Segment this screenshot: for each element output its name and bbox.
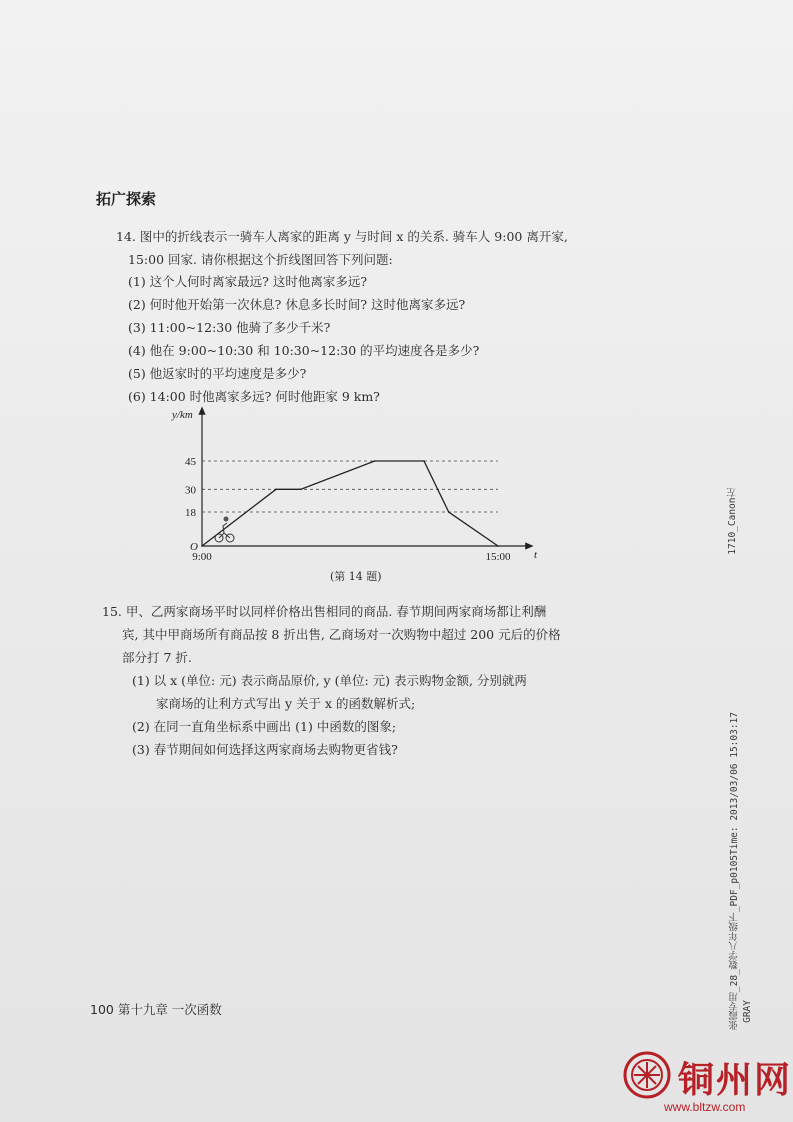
watermark-url: www.bltzw.com (664, 1100, 746, 1114)
series-point (300, 489, 302, 491)
page-footer: 100 第十九章 一次函数 (90, 1002, 222, 1017)
q15-item-3: (3) 春节期间如何选择这两家商场去购物更省钱? (132, 742, 398, 757)
y-tick-label-18: 18 (185, 507, 196, 519)
q15-item-1a: (1) 以 x (单位: 元) 表示商品原价, y (单位: 元) 表示购物金额, 分别就两 (132, 673, 527, 688)
q14-line-2: 15:00 回家. 请你根据这个折线图回答下列问题: (128, 252, 393, 267)
q14-item-1: (1) 这个人何时离家最远? 这时他离家多远? (128, 274, 368, 289)
q15-line-1: 15. 甲、乙两家商场平时以同样价格出售相同的商品. 春节期间两家商场都让利酬 (102, 604, 547, 619)
side-label-file: 张霞专用_28_数学八年级下_PDF_p0105Time: 2013/03/06 15:03:17 (729, 712, 740, 1031)
series-point (374, 460, 376, 462)
figure-caption: (第 14 题) (330, 570, 382, 583)
series-line (202, 461, 498, 546)
series-point (275, 489, 277, 491)
watermark-text: 铜州网 (678, 1059, 793, 1101)
x-tick-label-0: 9:00 (192, 551, 212, 563)
series-point (448, 511, 450, 513)
series-point (497, 545, 499, 547)
q15-line-3: 部分打 7 折. (122, 650, 192, 665)
q14-item-6: (6) 14:00 时他离家多远? 何时他距家 9 km? (128, 389, 380, 404)
q14-item-4: (4) 他在 9:00~10:30 和 10:30~12:30 的平均速度各是多少? (128, 343, 480, 358)
y-axis-label: y/km (172, 409, 193, 421)
x-axis-label: t (534, 549, 538, 561)
q15-line-2: 宾, 其中甲商场所有商品按 8 折出售, 乙商场对一次购物中超过 200 元后的价格 (122, 627, 561, 642)
q15-item-1b: 家商场的让利方式写出 y 关于 x 的函数解析式; (156, 696, 416, 711)
watermark-logo-icon (622, 1050, 672, 1100)
q14-item-2: (2) 何时他开始第一次休息? 休息多长时间? 这时他离家多远? (128, 297, 466, 312)
side-label-scanner: 1710_Canon左 (727, 488, 738, 555)
y-tick-label-30: 30 (185, 484, 196, 497)
q15-item-2: (2) 在同一直角坐标系中画出 (1) 中函数的图象; (132, 719, 397, 734)
q14-line-1: 14. 图中的折线表示一骑车人离家的距离 y 与时间 x 的关系. 骑车人 9:00 离开家, (116, 229, 568, 244)
q14-item-5: (5) 他返家时的平均速度是多少? (128, 366, 307, 381)
series-point (201, 545, 203, 547)
origin-label: O (190, 541, 198, 553)
side-label-gray: GRAY (742, 1000, 753, 1023)
distance-time-chart (160, 404, 560, 574)
section-title: 拓广探索 (96, 190, 157, 208)
x-tick-label-1: 15:00 (485, 551, 511, 563)
y-tick-label-45: 45 (185, 456, 196, 468)
series-point (423, 460, 425, 462)
bicycle-icon (224, 517, 229, 522)
q14-item-3: (3) 11:00~12:30 他骑了多少千米? (128, 320, 331, 335)
